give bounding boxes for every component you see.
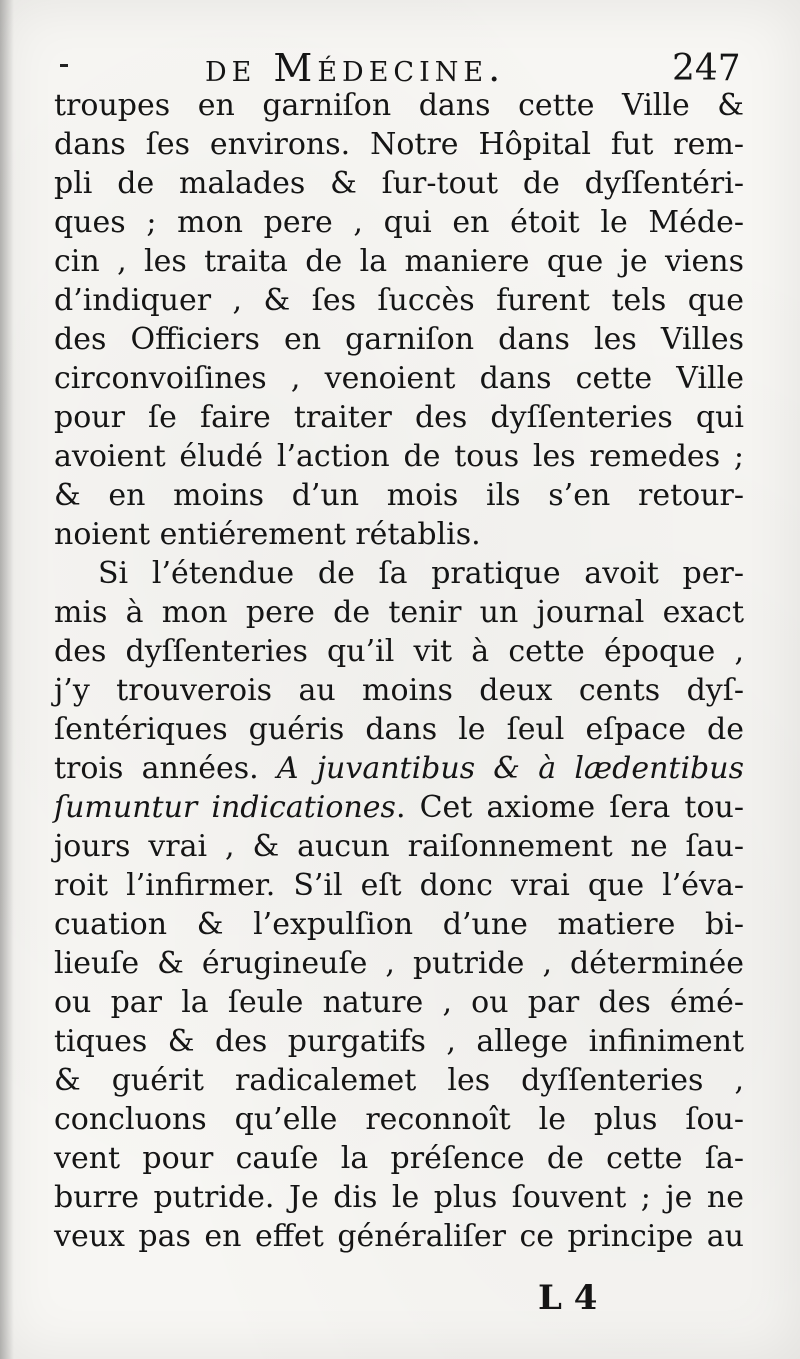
text-line-26: & guérit radicalemet les dyſſenteries , (54, 1063, 744, 1098)
text-line-7: des Officiers en garniſon dans les Villes (54, 322, 744, 357)
paragraph-start-line: Si l’étendue de ſa pratique avoit per- (98, 556, 744, 591)
text-line-18-plain: trois années. (54, 751, 277, 786)
paragraph-end-line: noient entiérement rétablis. (54, 517, 481, 552)
text-line-29: burre putride. Je dis le plus ſouvent ; je ne (54, 1180, 744, 1215)
text-line-24: ou par la ſeule nature , ou par des émé- (54, 985, 744, 1020)
text-line-19-plain: . Cet axiome ſera tou- (395, 790, 745, 825)
running-head-dash (60, 64, 68, 67)
text-line-8: circonvoiſines , venoient dans cette Ville (54, 361, 744, 396)
text-line-10: avoient éludé l’action de tous les remedes ; (54, 439, 744, 474)
text-line-18 (54, 749, 744, 788)
text-line-14: mis à mon pere de tenir un journal exact (54, 595, 744, 630)
text-line-3: pli de malades & ſur-tout de dyſſentéri- (54, 166, 744, 201)
text-line-25: tiques & des purgatifs , allege infiniment (54, 1024, 744, 1059)
signature-mark: L 4 (538, 1278, 598, 1318)
text-line-27: concluons qu’elle reconnoît le plus ſou- (54, 1102, 744, 1137)
page-number: 247 (672, 48, 741, 89)
latin-quote-part-1: A juvantibus & à lædentibus (276, 751, 744, 786)
text-line-21: roit l’infirmer. S’il eſt donc vrai que l’éva- (54, 868, 744, 903)
body-text (54, 86, 744, 1256)
text-line-19 (54, 788, 744, 827)
text-line-22: cuation & l’expulſion d’une matiere bi- (54, 907, 744, 942)
text-line-9: pour ſe faire traiter des dyſſenteries qui (54, 400, 744, 435)
page-spine-shadow (0, 0, 14, 1359)
text-line-23: lieuſe & érugineuſe , putride , déterminée (54, 946, 744, 981)
running-head-title: de Médecine. (205, 46, 506, 90)
text-line-11: & en moins d’un mois ils s’en retour- (54, 478, 744, 513)
text-line-2: dans ſes environs. Notre Hôpital fut rem- (54, 127, 744, 162)
text-line-17: ſentériques guéris dans le ſeul eſpace de (54, 712, 744, 747)
text-line-6: d’indiquer , & ſes ſuccès furent tels que (54, 283, 744, 318)
text-line-4: ques ; mon pere , qui en étoit le Méde- (54, 205, 744, 240)
text-line-30: veux pas en effet généraliſer ce principe au (54, 1219, 744, 1254)
text-line-28: vent pour cauſe la préſence de cette ſa- (54, 1141, 744, 1176)
text-line-20: jours vrai , & aucun raiſonnement ne ſau- (54, 829, 744, 864)
text-line-1: troupes en garniſon dans cette Ville & (54, 88, 744, 123)
latin-quote-part-2: ſumuntur indicationes (54, 790, 396, 825)
text-line-5: cin , les traita de la maniere que je viens (54, 244, 744, 279)
text-line-15: des dyſſenteries qu’il vit à cette époque , (54, 634, 744, 669)
text-line-16: j’y trouverois au moins deux cents dyſ- (54, 673, 744, 708)
